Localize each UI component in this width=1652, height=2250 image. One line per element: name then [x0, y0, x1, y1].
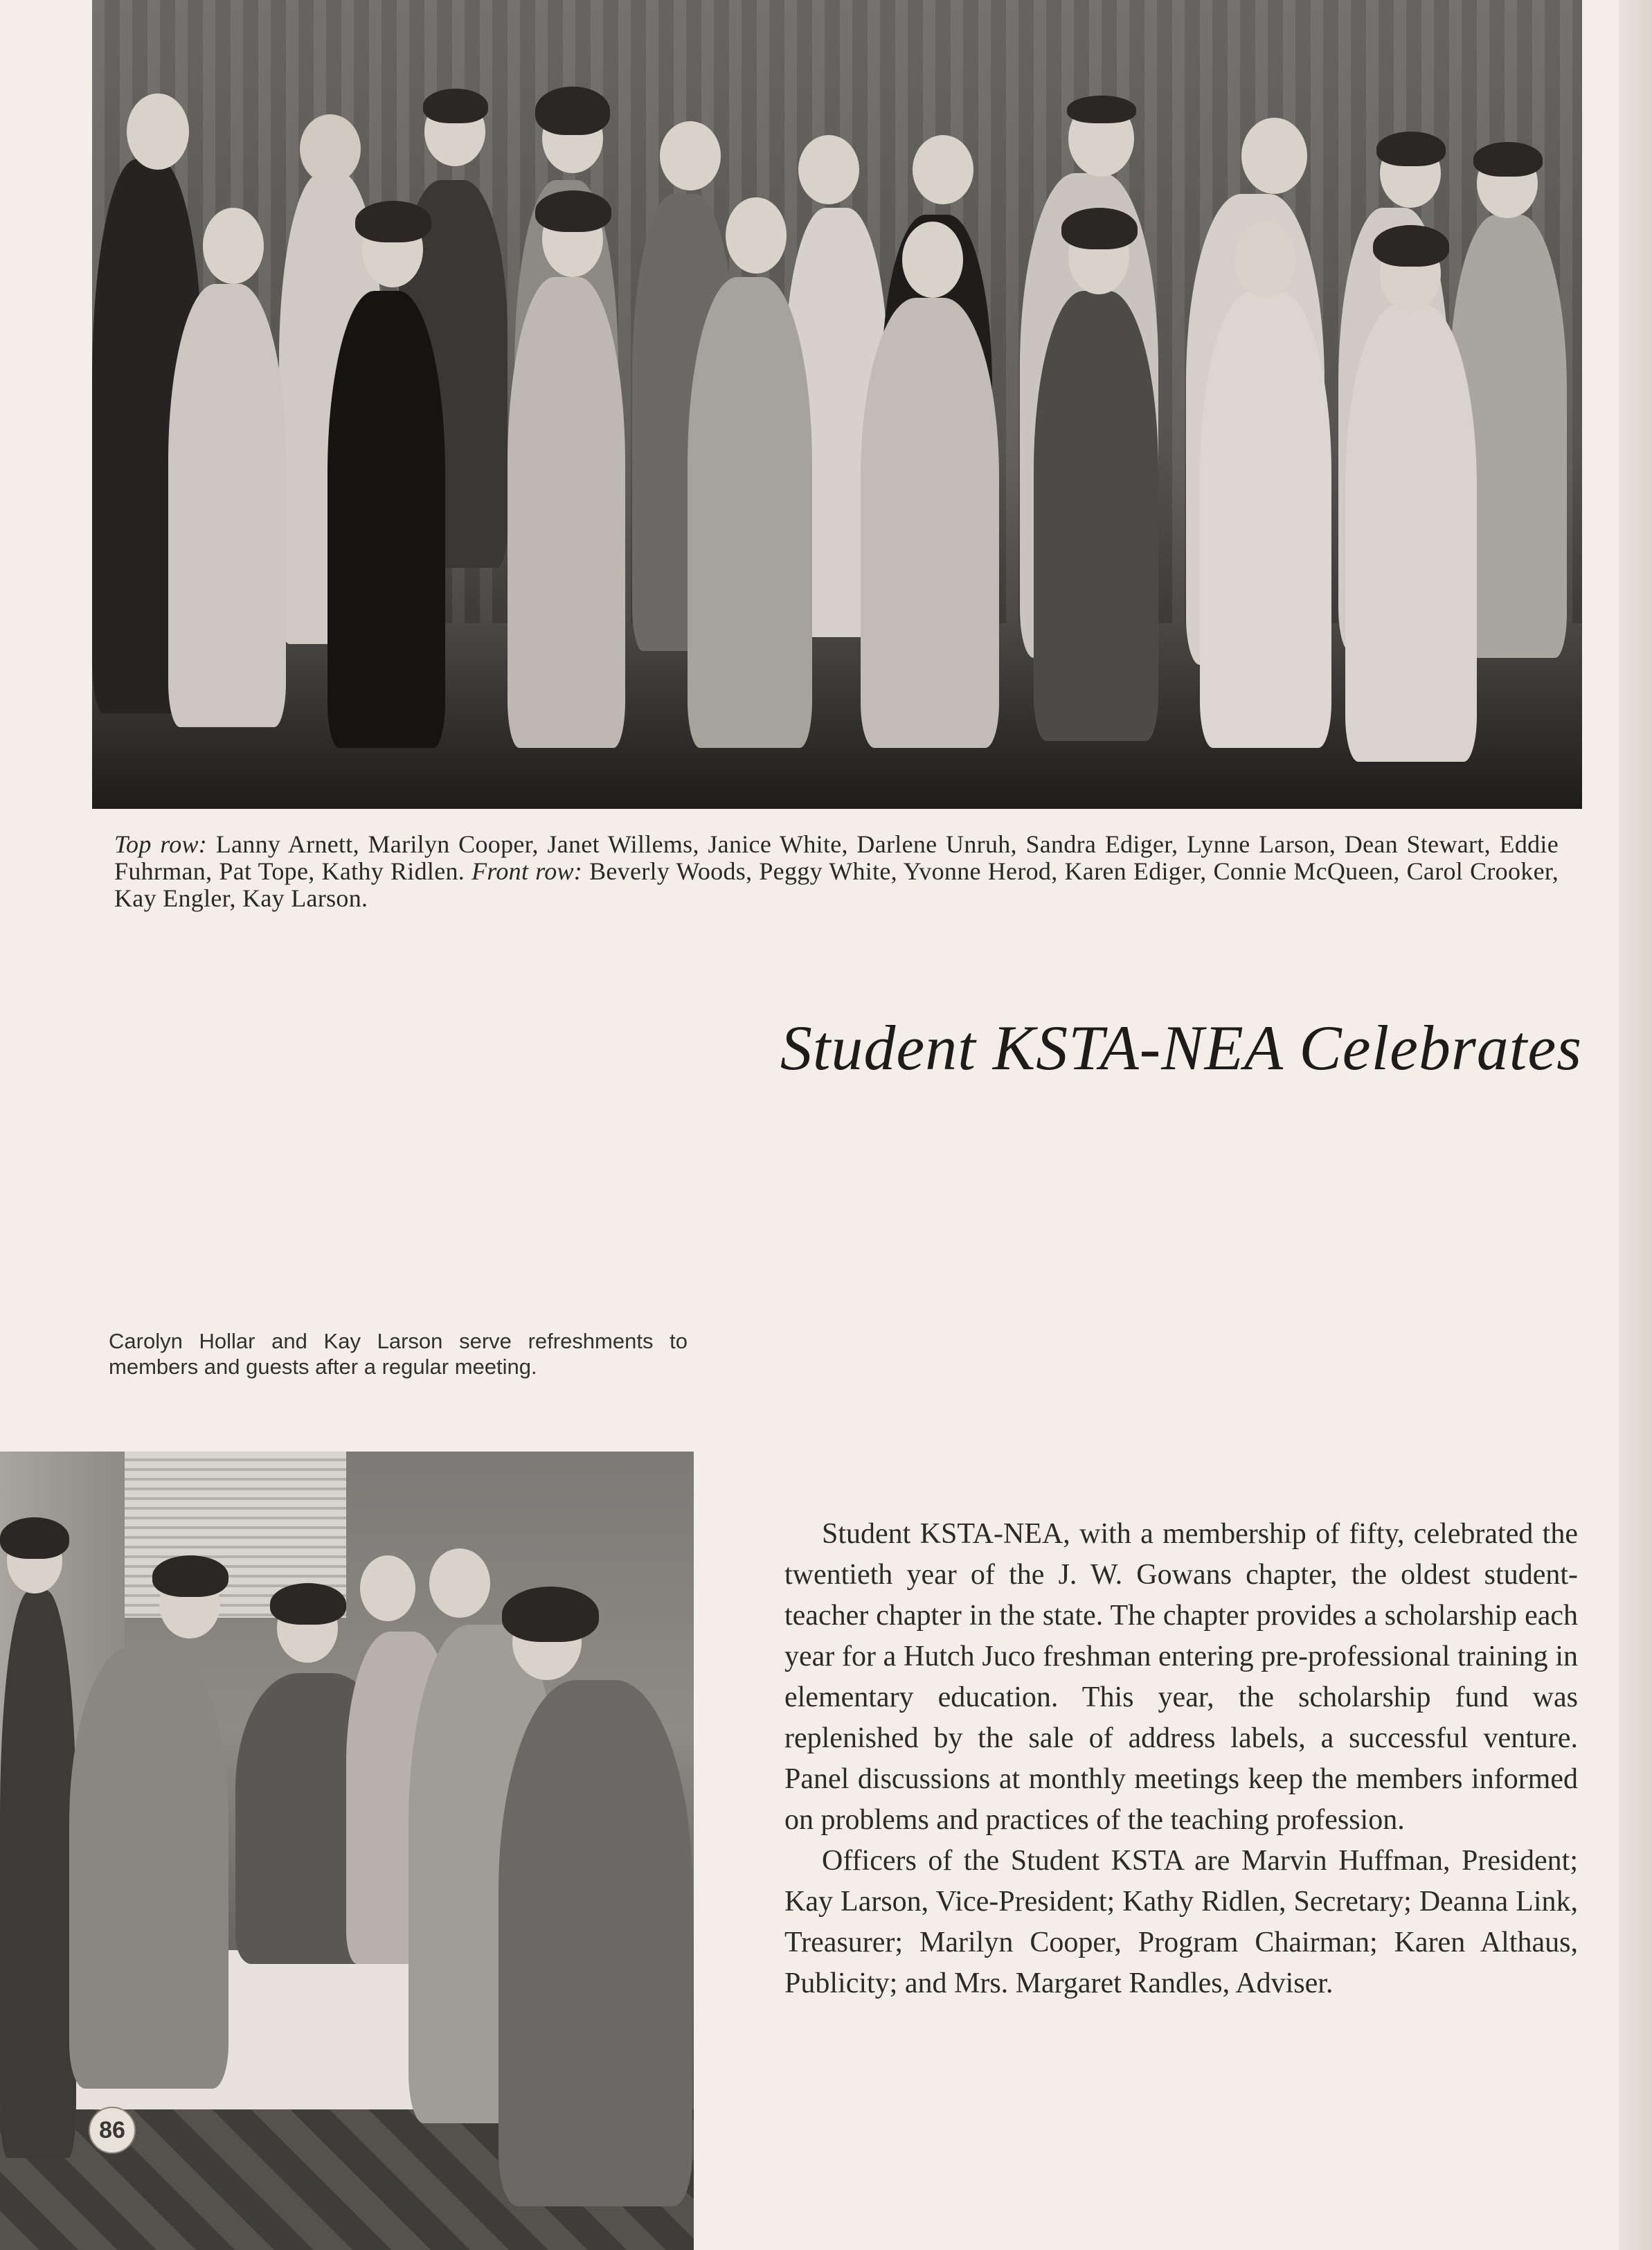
person-figure [1200, 291, 1331, 748]
person-figure [327, 291, 445, 748]
front-row-label: Front row: [472, 857, 583, 885]
person-hair [1061, 208, 1138, 249]
person-head [1234, 222, 1295, 298]
front-row-names: Beverly Woods, Peggy White, Yvonne Herod, Karen Ediger, Connie McQueen, Carol Crooker, Kay Engler, Kay Larson. [114, 857, 1559, 912]
page-edge [1619, 0, 1652, 2250]
person-hair [1067, 96, 1136, 123]
person-head [1241, 118, 1307, 194]
top-row-names: Lanny Arnett, Marilyn Cooper, Janet Willems, Janice White, Darlene Unruh, Sandra Ediger, Lynne Larson, Dean Stewart, Eddie Fuhrman, Pat Tope, Kathy Ridlen. [114, 830, 1559, 885]
person-figure [1345, 305, 1477, 762]
person-figure [508, 277, 625, 748]
refreshments-caption: Carolyn Hollar and Kay Larson serve refreshments to members and guests after a regular meeting. [109, 1329, 688, 1379]
person-head [726, 197, 787, 274]
person-hair [1473, 142, 1543, 177]
person-head [660, 121, 721, 190]
person-hair [152, 1555, 228, 1597]
person-figure [0, 1590, 76, 2158]
top-row-label: Top row: [114, 830, 208, 858]
person-figure [861, 298, 999, 748]
person-hair [0, 1517, 69, 1559]
person-hair [355, 201, 431, 242]
person-figure [168, 284, 286, 727]
person-figure [499, 1680, 692, 2206]
person-head [429, 1548, 490, 1618]
person-head [902, 222, 963, 298]
person-hair [423, 89, 488, 123]
person-head [360, 1555, 415, 1621]
article-body [784, 1514, 1578, 2004]
person-figure [69, 1645, 228, 2089]
person-head [913, 135, 973, 204]
person-hair [270, 1583, 346, 1625]
page-heading: Student KSTA-NEA Celebrates [780, 1012, 1582, 1083]
group-photo [92, 0, 1582, 809]
person-head [127, 93, 189, 170]
person-hair [1376, 132, 1446, 166]
person-head [300, 114, 361, 184]
page-number: 86 [89, 2107, 136, 2154]
article-paragraph: Student KSTA-NEA, with a membership of fifty, celebrated the twentieth year of the J. W. Gowans chapter, the oldest student-teacher chapter in the state. The chapter provides a scholarship each year for a Hutch Juco freshman entering pre-professional training in elementary education. This year, the scholarship fund was replenished by the sale of address labels, a successful venture. Panel discussions at monthly meetings keep the members informed on problems and practices of the teaching profession. [784, 1518, 1578, 1836]
person-figure [1034, 291, 1158, 741]
person-figure [688, 277, 812, 748]
person-head [203, 208, 264, 284]
person-hair [535, 190, 611, 232]
article-paragraph: Officers of the Student KSTA are Marvin Huffman, President; Kay Larson, Vice-President; Kathy Ridlen, Secretary; Deanna Link, Treasurer; Marilyn Cooper, Program Chairman; Karen Althaus, Publicity; and Mrs. Margaret Randles, Adviser. [784, 1845, 1578, 1999]
person-head [798, 135, 859, 204]
person-hair [502, 1587, 599, 1642]
group-photo-caption [114, 831, 1559, 912]
person-hair [535, 87, 610, 135]
person-hair [1373, 225, 1449, 267]
